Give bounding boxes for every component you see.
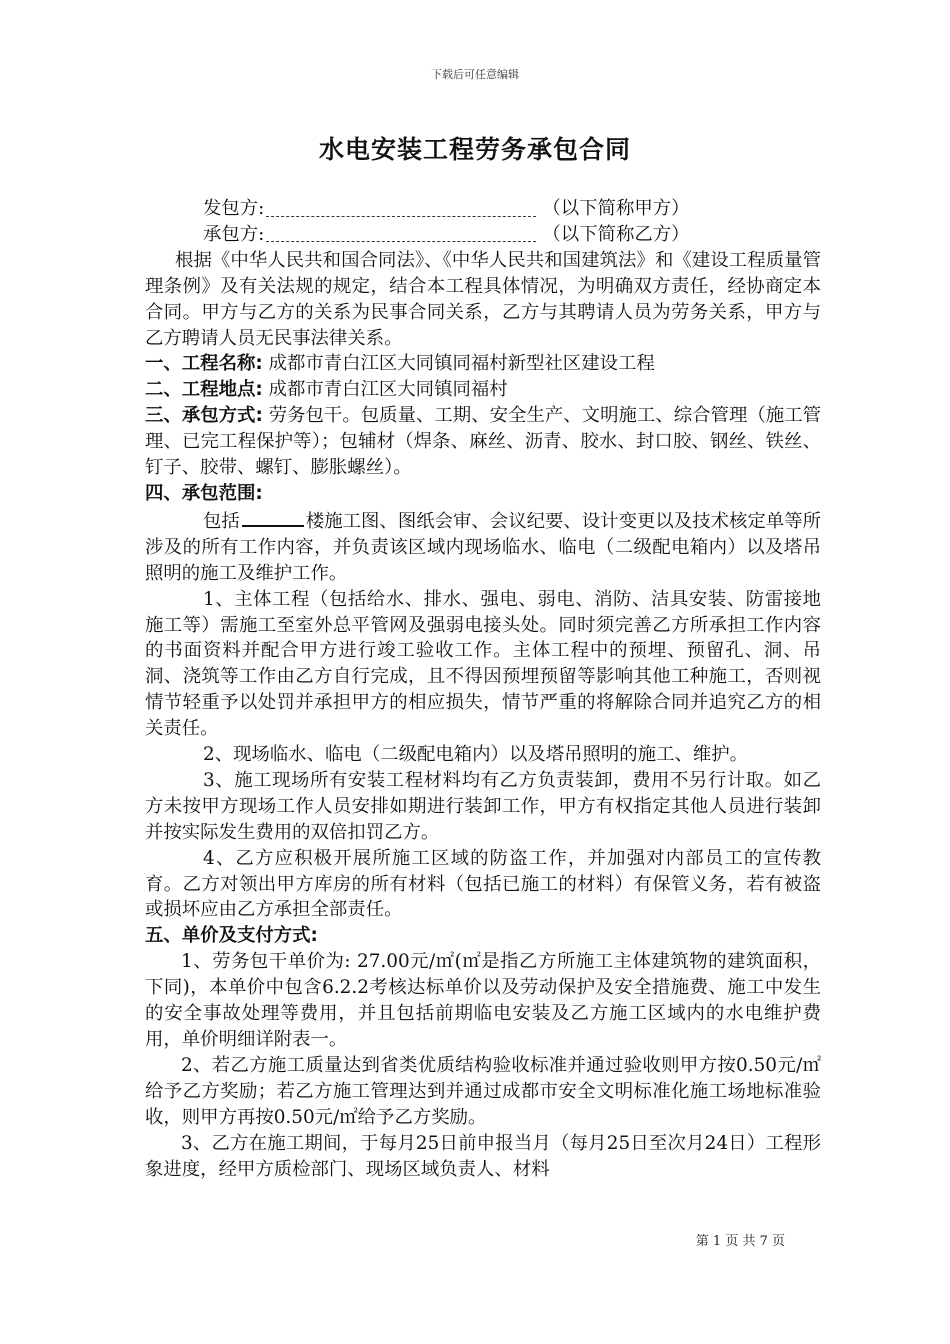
- section-4-item-4: 4、乙方应积极开展所施工区域的防盗工作，并加强对内部员工的宣传教育。乙方对领出甲方库房的所有材料（包括已施工的材料）有保管义务，若有被盗或损坏应由乙方承担全部责任。: [145, 847, 821, 921]
- section-5-item-2: 2、若乙方施工质量达到省类优质结构验收标准并通过验收则甲方按0.50元/㎡给予乙方奖励；若乙方施工管理达到并通过成都市安全文明标准化施工场地标准验收，则甲方再按0.50元/㎡给予乙方奖励。: [145, 1054, 821, 1128]
- building-number-blank: [242, 507, 304, 527]
- section-4-item-1: 1、主体工程（包括给水、排水、强电、弱电、消防、洁具安装、防雷接地施工等）需施工至室外总平管网及强弱电接头处。同时须完善乙方所承担工作内容的书面资料并配合甲方进行竣工验收工作。主体工程中的预埋、预留孔、洞、吊洞、浇筑等工作由乙方自行完成，且不得因预埋预留等影响其他工种施工，否则视情节轻重予以处罚并承担甲方的相应损失，情节严重的将解除合同并追究乙方的相关责任。: [145, 588, 821, 740]
- section-1-heading: 一、工程名称:: [145, 353, 263, 375]
- section-4-intro: [145, 507, 821, 587]
- section-2-heading: 二、工程地点:: [145, 379, 263, 401]
- section-2-text: 成都市青白江区大同镇同福村: [262, 379, 508, 401]
- section-4-intro-prefix: 包括: [203, 510, 240, 532]
- party-a-line: [145, 196, 821, 222]
- section-1: [145, 351, 821, 377]
- contract-body: [145, 196, 821, 1182]
- section-4-heading: 四、承包范围:: [145, 482, 263, 504]
- party-b-suffix: （以下简称乙方）: [542, 223, 690, 245]
- section-4: [145, 481, 821, 507]
- document-title: 水电安装工程劳务承包合同: [318, 135, 631, 164]
- section-4-item-2: 2、现场临水、临电（二级配电箱内）以及塔吊照明的施工、维护。: [203, 744, 749, 766]
- section-3-heading: 三、承包方式:: [145, 405, 263, 427]
- section-1-text: 成都市青白江区大同镇同福村新型社区建设工程: [262, 353, 655, 375]
- page-number: 第 1 页 共 7 页: [695, 1234, 785, 1249]
- header-note: 下载后可任意编辑: [431, 68, 519, 81]
- section-5: [145, 923, 821, 949]
- party-b-label: 承包方:: [203, 223, 265, 245]
- section-3: [145, 403, 821, 481]
- party-a-suffix: （以下简称甲方）: [542, 198, 690, 219]
- section-2: [145, 377, 821, 403]
- party-b-blank: [266, 227, 536, 242]
- preamble: 根据《中华人民共和国合同法》、《中华人民共和国建筑法》和《建设工程质量管理条例》及有关法规的规定，结合本工程具体情况，为明确双方责任，经协商定本合同。甲方与乙方的关系为民事合同关系，乙方与其聘请人员为劳务关系，甲方与乙方聘请人员无民事法律关系。: [145, 249, 821, 349]
- party-a-blank: [266, 202, 536, 217]
- section-4-intro-suffix: 楼施工图、图纸会审、会议纪要、设计变更以及技术核定单等所涉及的所有工作内容，并负责该区域内现场临水、临电（二级配电箱内）以及塔吊照明的施工及维护工作。: [145, 510, 821, 584]
- section-5-heading: 五、单价及支付方式:: [145, 925, 318, 947]
- section-5-item-3: 3、乙方在施工期间，于每月25日前申报当月（每月25日至次月24日）工程形象进度，经甲方质检部门、现场区域负责人、材料: [145, 1132, 821, 1180]
- section-4-item-3: 3、施工现场所有安装工程材料均有乙方负责装卸，费用不另行计取。如乙方未按甲方现场工作人员安排如期进行装卸工作，甲方有权指定其他人员进行装卸并按实际发生费用的双倍扣罚乙方。: [145, 769, 821, 843]
- party-b-line: [145, 222, 821, 248]
- section-5-item-1: 1、劳务包干单价为: 27.00元/㎡(㎡是指乙方所施工主体建筑物的建筑面积，下同)，本单价中包含6.2.2考核达标单价以及劳动保护及安全措施费、施工中发生的安全事故处理等费用，并且包括前期临电安装及乙方施工区域内的水电维护费用，单价明细详附表一。: [145, 951, 821, 1050]
- section-3-text: 劳务包干。包质量、工期、安全生产、文明施工、综合管理（施工管理、已完工程保护等）；包辅材（焊条、麻丝、沥青、胶水、封口胶、钢丝、铁丝、钉子、胶带、螺钉、膨胀螺丝）。: [145, 405, 821, 479]
- party-a-label: 发包方:: [203, 198, 265, 219]
